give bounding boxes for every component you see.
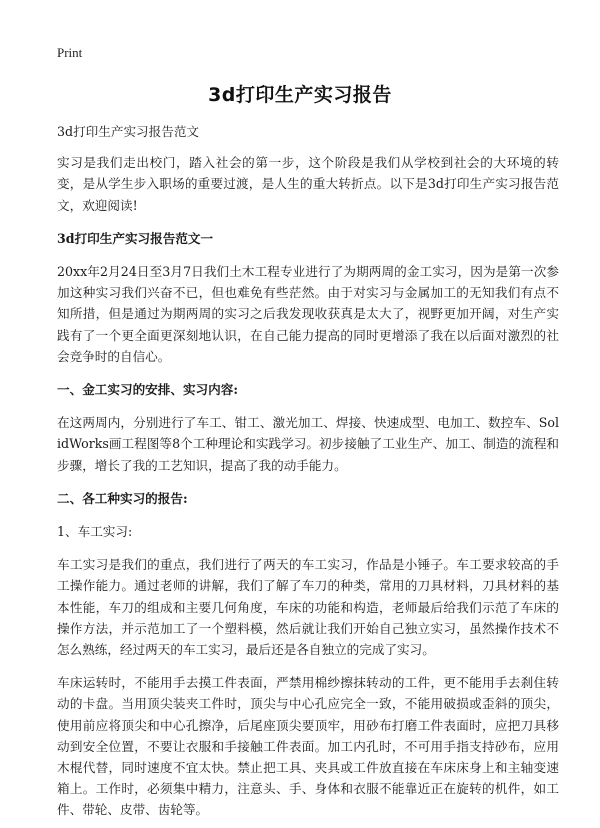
- heading-1: 一、金工实习的安排、实习内容:: [57, 382, 238, 398]
- intro-paragraph: 实习是我们走出校门，踏入社会的第一步，这个阶段是我们从学校到社会的大环境的转变，是从学生步入职场的重要过渡，是人生的重大转折点。以下是3d打印生产实习报告范文，欢迎阅读!: [57, 155, 559, 213]
- subtitle: 3d打印生产实习报告范文: [57, 124, 200, 139]
- paragraph-1: 在这两周内，分别进行了车工、钳工、激光加工、焊接、快速成型、电加工、数控车、SolidWorks画工程图等8个工种理论和实践学习。初步接触了工业生产、加工、制造的流程和步骤，增长了我的工艺知识，提高了我的动手能力。: [57, 415, 559, 473]
- page-title: 3d打印生产实习报告: [208, 84, 392, 106]
- subheading-1: 1、车工实习:: [57, 524, 133, 540]
- paragraph-2: 车工实习是我们的重点，我们进行了两天的车工实习，作品是小锤子。车工要求较高的手工操作能力。通过老师的讲解，我们了解了车刀的种类，常用的刀具材料，刀具材料的基本性能，车刀的组成和主要几何角度，车床的功能和构造，老师最后给我们示范了车床的操作方法，并示范加工了一个塑料模，然后就让我们开始自己独立实习，虽然操作技术不怎么熟练，经过两天的车工实习，最后还是各自独立的完成了实习。: [57, 557, 559, 658]
- heading-2: 二、各工种实习的报告:: [57, 490, 188, 506]
- paragraph-3: 车床运转时，不能用手去摸工件表面，严禁用棉纱擦抹转动的工件，更不能用手去刹住转动的卡盘。当用顶尖装夹工件时，顶尖与中心孔应完全一致，不能用破损或歪斜的顶尖，使用前应将顶尖和中心孔擦净，后尾座顶尖要顶牢，用砂布打磨工件表面时，应把刀具移动到安全位置，不要让衣服和手接触工件表面。加工内孔时，不可用手指支持砂布，应用木棍代替，同时速度不宜太快。禁止把工具、夹具或工件放直接在车床床身上和主轴变速箱上。工作时，必须集中精力，注意头、手、身体和衣服不能靠近正在旋转的机件，如工件、带轮、皮带、齿轮等。: [57, 675, 559, 818]
- section-heading: 3d打印生产实习报告范文一: [57, 230, 214, 246]
- section-paragraph: 20xx年2月24日至3月7日我们土木工程专业进行了为期两周的金工实习，因为是第一次参加这种实习我们兴奋不已，但也难免有些茫然。由于对实习与金属加工的无知我们有点不知所措，但是通过为期两周的实习之后我发现收获真是太大了，视野更加开阔，对生产实践有了一个更全面更深刻地认识，在自己能力提高的同时更增添了我在以后面对激烈的社会竞争时的自信心。: [57, 264, 559, 364]
- print-label[interactable]: Print: [57, 45, 83, 60]
- document-body: [57, 121, 559, 821]
